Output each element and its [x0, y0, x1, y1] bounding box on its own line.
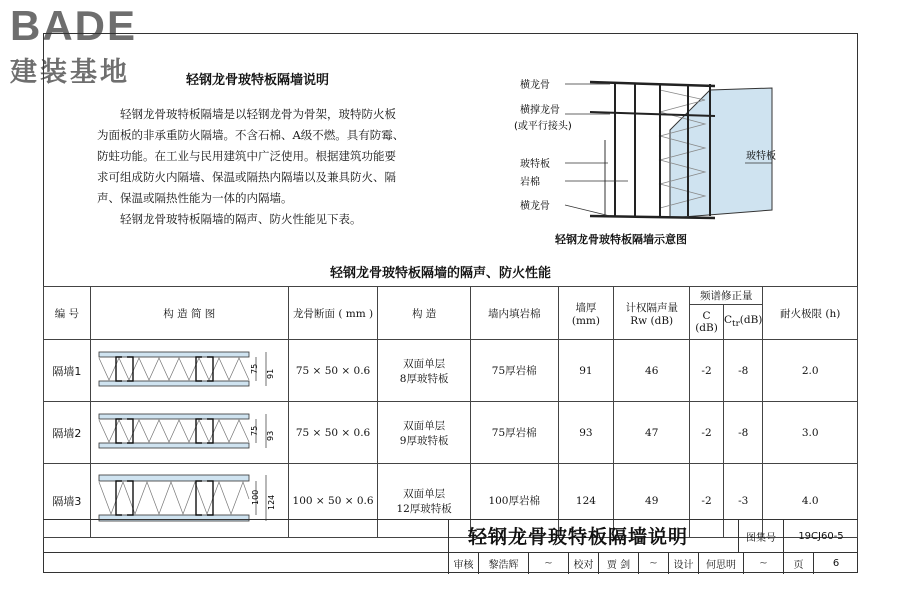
para-line-4: 求可组成防火内隔墙、保温或隔热内隔墙以及兼具防火、隔 [97, 170, 396, 184]
table-row [44, 402, 858, 464]
header-thickness-label: 墙厚 [575, 301, 597, 314]
header-c: C (dB) [690, 305, 724, 340]
checker: 贾 剑 [598, 553, 638, 574]
designer: 何思明 [698, 553, 743, 574]
dim-inner: 100 [251, 489, 261, 505]
dim-inner: 75 [250, 425, 260, 436]
atlas-label: 图集号 [738, 520, 783, 553]
label-board-right: 玻特板 [746, 151, 776, 162]
header-fire: 耐火极限 (h) [763, 287, 858, 340]
row-section: 100 × 50 × 0.6 [288, 464, 378, 538]
header-row [44, 287, 858, 305]
title-block [43, 519, 858, 573]
header-id: 编 号 [44, 287, 91, 340]
row-section: 75 × 50 × 0.6 [288, 340, 378, 402]
header-section: 龙骨断面 ( mm ) [288, 287, 378, 340]
row-c: -2 [690, 464, 724, 538]
row-construction-l2: 12厚玻特板 [396, 502, 452, 515]
label-wool: 岩棉 [520, 177, 540, 188]
wall-section-sketch [94, 344, 284, 394]
row-id: 隔墙1 [44, 340, 91, 402]
row-rw: 49 [614, 464, 690, 538]
label-board-left: 玻特板 [520, 159, 550, 170]
designer-signature: ~ [743, 553, 783, 574]
reviewer-signature: ~ [528, 553, 568, 574]
table-row [44, 340, 858, 402]
row-id: 隔墙3 [44, 464, 91, 538]
section-title: 轻钢龙骨玻特板隔墙说明 [186, 73, 330, 88]
check-label: 校对 [568, 553, 598, 574]
dim-outer: 124 [267, 494, 277, 510]
row-rw: 46 [614, 340, 690, 402]
label-brace: 横撑龙骨 [520, 105, 560, 116]
wall-section-sketch [94, 406, 284, 456]
para-line-1: 轻钢龙骨玻特板隔墙是以轻钢龙骨为骨架，玻特防火板 [120, 107, 396, 121]
header-ctr-sub: tr [732, 319, 740, 330]
row-sketch [90, 402, 288, 464]
header-ctr-unit: (dB) [739, 314, 763, 327]
page-label: 页 [783, 553, 813, 574]
title-block-bottom [43, 552, 858, 574]
para-line-6: 轻钢龙骨玻特板隔墙的隔声、防火性能见下表。 [120, 212, 362, 226]
row-construction [378, 402, 471, 464]
dim-outer: 91 [266, 368, 276, 379]
para-line-5: 声、保温或隔热性能为一体的内隔墙。 [97, 191, 293, 205]
review-label: 审核 [448, 553, 478, 574]
page-no: 6 [813, 553, 858, 574]
atlas-no: 19CJ60-5 [783, 520, 858, 553]
row-section: 75 × 50 × 0.6 [288, 402, 378, 464]
row-rw: 47 [614, 402, 690, 464]
header-sketch: 构 造 简 图 [90, 287, 288, 340]
row-id: 隔墙2 [44, 402, 91, 464]
brand-logo: BADE [10, 2, 138, 49]
header-rw-unit: Rw (dB) [630, 314, 674, 327]
row-fill: 75厚岩棉 [470, 340, 558, 402]
row-fire: 3.0 [763, 402, 858, 464]
header-fill: 墙内填岩棉 [470, 287, 558, 340]
table-title: 轻钢龙骨玻特板隔墙的隔声、防火性能 [330, 266, 552, 281]
dim-outer: 93 [266, 430, 276, 441]
dim-inner: 75 [250, 363, 260, 374]
row-thickness: 124 [558, 464, 614, 538]
row-thickness: 91 [558, 340, 614, 402]
row-fill: 100厚岩棉 [470, 464, 558, 538]
wall-schematic [510, 70, 790, 230]
row-ctr: -8 [724, 402, 763, 464]
header-ctr [724, 305, 763, 340]
title-block-title: 轻钢龙骨玻特板隔墙说明 [468, 526, 689, 548]
header-ctr-prefix: C [724, 314, 733, 327]
header-thickness [558, 287, 614, 340]
header-thickness-unit: (mm) [571, 314, 600, 327]
label-brace-note: (或平行接头) [514, 121, 572, 132]
row-ctr: -3 [724, 464, 763, 538]
description-paragraph [97, 104, 457, 230]
label-top-track: 横龙骨 [520, 80, 550, 91]
row-construction-l1: 双面单层 [403, 419, 446, 432]
reviewer: 黎浩辉 [478, 553, 528, 574]
row-fire: 4.0 [763, 464, 858, 538]
para-line-3: 防蛀功能。在工业与民用建筑中广泛使用。根据建筑功能要 [97, 149, 396, 163]
row-construction [378, 340, 471, 402]
diagram-caption: 轻钢龙骨玻特板隔墙示意图 [555, 233, 687, 246]
row-thickness: 93 [558, 402, 614, 464]
row-construction-l2: 8厚玻特板 [399, 372, 449, 385]
row-fire: 2.0 [763, 340, 858, 402]
title-block-top [43, 519, 858, 553]
row-c: -2 [690, 340, 724, 402]
header-construction: 构 造 [378, 287, 471, 340]
header-correction: 频谱修正量 [690, 287, 763, 305]
performance-table [43, 286, 858, 538]
checker-signature: ~ [638, 553, 668, 574]
label-bottom-track: 横龙骨 [520, 201, 550, 212]
row-fill: 75厚岩棉 [470, 402, 558, 464]
row-ctr: -8 [724, 340, 763, 402]
row-construction-l2: 9厚玻特板 [399, 434, 449, 447]
design-label: 设计 [668, 553, 698, 574]
header-rw-label: 计权隔声量 [625, 301, 678, 314]
para-line-2: 为面板的非承重防火隔墙。不含石棉、A级不燃。具有防霉、 [97, 128, 405, 142]
header-rw [614, 287, 690, 340]
row-construction-l1: 双面单层 [403, 487, 446, 500]
row-c: -2 [690, 402, 724, 464]
brand-logo-cn: 建装基地 [10, 57, 130, 88]
row-sketch [90, 340, 288, 402]
row-construction-l1: 双面单层 [403, 357, 446, 370]
